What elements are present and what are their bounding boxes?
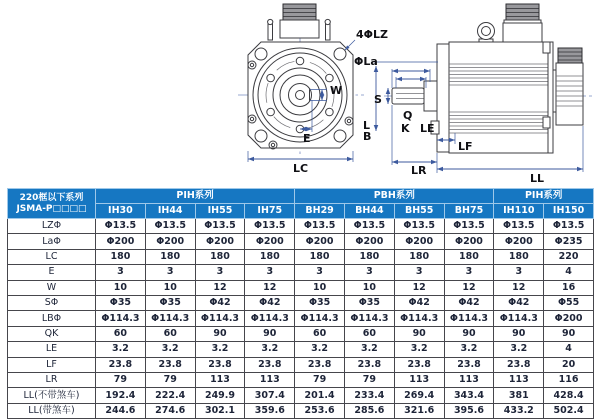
clamp-tab-bottom <box>543 117 550 128</box>
spec-cell: Φ13.5 <box>444 219 494 234</box>
spec-cell: 180 <box>245 249 295 264</box>
column-header-bh55: BH55 <box>394 204 444 219</box>
spec-cell: 180 <box>145 249 195 264</box>
spec-cell: 395.6 <box>444 403 494 418</box>
row-label: E <box>8 265 96 280</box>
mounting-hole <box>334 48 346 60</box>
spec-cell: Φ200 <box>195 234 245 249</box>
spec-cell: Φ13.5 <box>544 219 594 234</box>
spec-cell: Φ13.5 <box>295 219 345 234</box>
table-row <box>8 326 594 341</box>
dim-label-q: Q <box>403 109 413 122</box>
spec-cell: Φ42 <box>195 295 245 310</box>
spec-cell: 253.6 <box>295 403 345 418</box>
mounting-hole <box>334 130 346 142</box>
spec-cell: Φ13.5 <box>96 219 146 234</box>
spec-cell: 180 <box>195 249 245 264</box>
spec-cell: Φ200 <box>245 234 295 249</box>
spec-cell: 307.4 <box>245 388 295 403</box>
dim-label-k: K <box>401 122 410 135</box>
spec-cell: 79 <box>96 372 146 387</box>
row-label: LaΦ <box>8 234 96 249</box>
table-row <box>8 311 594 326</box>
mounting-pin-right <box>325 19 330 40</box>
spec-cell: Φ114.3 <box>145 311 195 326</box>
spec-cell: 3.2 <box>394 342 444 357</box>
dim-label-s: S <box>374 93 382 106</box>
spec-cell: 180 <box>344 249 394 264</box>
column-header-bh29: BH29 <box>295 204 345 219</box>
spec-cell: 321.6 <box>394 403 444 418</box>
table-row <box>8 295 594 310</box>
spec-cell: Φ13.5 <box>394 219 444 234</box>
spec-cell: 20 <box>544 357 594 372</box>
spec-cell: 16 <box>544 280 594 295</box>
spec-cell: 3 <box>145 265 195 280</box>
spec-cell: 90 <box>544 326 594 341</box>
spec-cell: Φ200 <box>444 234 494 249</box>
column-header-bh75: BH75 <box>444 204 494 219</box>
spec-cell: 220 <box>544 249 594 264</box>
spec-cell: Φ114.3 <box>344 311 394 326</box>
spec-cell: 10 <box>145 280 195 295</box>
column-header-ih150: IH150 <box>544 204 594 219</box>
spec-cell: Φ13.5 <box>245 219 295 234</box>
side-flange <box>437 44 449 152</box>
spec-cell: 23.8 <box>494 357 544 372</box>
spec-cell: 3 <box>444 265 494 280</box>
table-row <box>8 372 594 387</box>
spec-cell: Φ200 <box>145 234 195 249</box>
front-connector <box>280 4 319 38</box>
spec-cell: 60 <box>344 326 394 341</box>
dim-label-b: B <box>363 130 372 143</box>
spec-cell: 79 <box>295 372 345 387</box>
dim-label-lf: LF <box>458 140 473 153</box>
table-row <box>8 219 594 234</box>
spec-cell: 113 <box>245 372 295 387</box>
spec-cell: 79 <box>145 372 195 387</box>
group-header-pih: PIH系列 <box>96 189 295 204</box>
clamp-tab-top <box>543 42 550 53</box>
spec-cell: 12 <box>444 280 494 295</box>
dim-label-le: LE <box>420 122 435 135</box>
technical-drawing <box>0 0 600 187</box>
column-header-ih55: IH55 <box>195 204 245 219</box>
spec-cell: 3.2 <box>145 342 195 357</box>
group-header-row <box>8 189 594 204</box>
spec-cell: 285.6 <box>344 403 394 418</box>
dim-label-e: E <box>303 132 311 145</box>
spec-cell: 4 <box>544 265 594 280</box>
spec-cell: 23.8 <box>245 357 295 372</box>
spec-cell: 60 <box>145 326 195 341</box>
spec-cell: 3 <box>245 265 295 280</box>
spec-cell: 60 <box>295 326 345 341</box>
row-label: LE <box>8 342 96 357</box>
dim-label-la: ΦLa <box>354 55 378 68</box>
row-label: LBΦ <box>8 311 96 326</box>
table-row <box>8 249 594 264</box>
spec-cell: 4 <box>544 342 594 357</box>
spec-cell: 3.2 <box>195 342 245 357</box>
table-row <box>8 234 594 249</box>
spec-cell: 3 <box>295 265 345 280</box>
row-label: LZΦ <box>8 219 96 234</box>
spec-cell: Φ35 <box>344 295 394 310</box>
terminal-connector <box>503 4 542 42</box>
spec-cell: 269.4 <box>394 388 444 403</box>
series-header-line2: JSMA-P□□□□ <box>16 203 87 214</box>
spec-cell: Φ200 <box>494 234 544 249</box>
mounting-hole <box>255 48 267 60</box>
dim-label-lc: LC <box>293 162 309 175</box>
row-label: LF <box>8 357 96 372</box>
spec-cell: 12 <box>394 280 444 295</box>
spec-cell: 3.2 <box>344 342 394 357</box>
spec-cell: Φ55 <box>544 295 594 310</box>
spec-cell: 302.1 <box>195 403 245 418</box>
spec-cell: Φ13.5 <box>195 219 245 234</box>
dim-label-w: W <box>330 84 343 97</box>
mounting-hole <box>255 130 267 142</box>
spec-cell: 3.2 <box>444 342 494 357</box>
table-row <box>8 388 594 403</box>
spec-cell: 90 <box>195 326 245 341</box>
spec-cell: 244.6 <box>96 403 146 418</box>
spec-cell: Φ114.3 <box>195 311 245 326</box>
spec-cell: 222.4 <box>145 388 195 403</box>
spec-cell: 12 <box>245 280 295 295</box>
table-row <box>8 342 594 357</box>
spec-cell: 23.8 <box>444 357 494 372</box>
cooling-ribs-top <box>449 64 548 85</box>
spec-cell: 10 <box>295 280 345 295</box>
spec-cell: Φ114.3 <box>96 311 146 326</box>
row-label: LL(不带煞车) <box>8 388 96 403</box>
spec-cell: 116 <box>544 372 594 387</box>
spec-cell: 12 <box>195 280 245 295</box>
spec-cell: 113 <box>494 372 544 387</box>
spec-cell: 90 <box>494 326 544 341</box>
spec-cell: Φ42 <box>494 295 544 310</box>
row-label: SΦ <box>8 295 96 310</box>
spec-cell: 3.2 <box>96 342 146 357</box>
spec-cell: Φ235 <box>544 234 594 249</box>
spec-cell: 23.8 <box>145 357 195 372</box>
spec-cell: Φ114.3 <box>295 311 345 326</box>
spec-cell: 180 <box>444 249 494 264</box>
row-label: QK <box>8 326 96 341</box>
front-view <box>238 4 388 175</box>
spec-cell: Φ42 <box>444 295 494 310</box>
spec-cell: Φ13.5 <box>145 219 195 234</box>
spec-cell: Φ114.3 <box>494 311 544 326</box>
spec-cell: Φ35 <box>145 295 195 310</box>
group-header-pbh: PBH系列 <box>295 189 494 204</box>
spec-cell: Φ42 <box>245 295 295 310</box>
group-header-pih2: PIH系列 <box>494 189 594 204</box>
table-row <box>8 280 594 295</box>
spec-cell: 3 <box>394 265 444 280</box>
spec-cell: 180 <box>295 249 345 264</box>
spec-cell: 23.8 <box>96 357 146 372</box>
column-header-ih44: IH44 <box>145 204 195 219</box>
cooling-ribs-bottom <box>449 112 548 133</box>
dim-label-l: L <box>363 119 371 132</box>
spec-cell: 249.9 <box>195 388 245 403</box>
row-label: W <box>8 280 96 295</box>
row-label: LL(带煞车) <box>8 403 96 418</box>
motor-body <box>449 42 553 153</box>
spec-cell: Φ35 <box>295 295 345 310</box>
spec-cell: 90 <box>394 326 444 341</box>
spec-cell: 201.4 <box>295 388 345 403</box>
spec-cell: 23.8 <box>344 357 394 372</box>
spec-cell: 381 <box>494 388 544 403</box>
spec-cell: 113 <box>394 372 444 387</box>
spec-cell: Φ200 <box>96 234 146 249</box>
spec-cell: 3 <box>344 265 394 280</box>
spec-cell: Φ200 <box>544 311 594 326</box>
spec-cell: 3 <box>494 265 544 280</box>
spec-cell: 10 <box>344 280 394 295</box>
spec-cell: 3.2 <box>295 342 345 357</box>
table-row <box>8 265 594 280</box>
eye-bolt <box>478 23 495 43</box>
spec-cell: 180 <box>96 249 146 264</box>
column-header-ih110: IH110 <box>494 204 544 219</box>
mounting-pin-left <box>268 19 273 40</box>
spec-cell: Φ13.5 <box>494 219 544 234</box>
spec-cell: Φ114.3 <box>245 311 295 326</box>
spec-cell: 23.8 <box>295 357 345 372</box>
encoder-connector <box>553 48 583 125</box>
dim-label-ll: LL <box>530 172 545 185</box>
spec-cell: Φ200 <box>295 234 345 249</box>
spec-cell: Φ13.5 <box>344 219 394 234</box>
spec-cell: 23.8 <box>195 357 245 372</box>
row-label: LR <box>8 372 96 387</box>
spec-cell: 192.4 <box>96 388 146 403</box>
spec-table <box>7 188 594 419</box>
spec-cell: 180 <box>494 249 544 264</box>
spec-cell: Φ200 <box>344 234 394 249</box>
spec-cell: Φ114.3 <box>444 311 494 326</box>
shaft <box>392 88 424 104</box>
spec-cell: 359.6 <box>245 403 295 418</box>
spec-cell: Φ114.3 <box>394 311 444 326</box>
spec-cell: Φ200 <box>394 234 444 249</box>
model-header-row <box>8 204 594 219</box>
column-header-ih30: IH30 <box>96 204 146 219</box>
spec-cell: 60 <box>96 326 146 341</box>
side-view <box>354 4 592 185</box>
dim-label-4lz: 4ΦLZ <box>356 28 388 41</box>
spec-cell: 3 <box>96 265 146 280</box>
spec-cell: 502.4 <box>544 403 594 418</box>
spec-cell: 3.2 <box>245 342 295 357</box>
spec-cell: 23.8 <box>394 357 444 372</box>
spec-cell: 10 <box>96 280 146 295</box>
series-header-line1: 220框以下系列 <box>19 192 84 203</box>
spec-cell: 343.4 <box>444 388 494 403</box>
spec-cell: 3 <box>195 265 245 280</box>
spec-cell: 428.4 <box>544 388 594 403</box>
spec-cell: 3.2 <box>494 342 544 357</box>
spec-cell: 12 <box>494 280 544 295</box>
spec-cell: Φ42 <box>394 295 444 310</box>
series-header <box>8 189 96 219</box>
column-header-ih75: IH75 <box>245 204 295 219</box>
column-header-bh44: BH44 <box>344 204 394 219</box>
spec-cell: 274.6 <box>145 403 195 418</box>
spec-cell: 113 <box>444 372 494 387</box>
spec-cell: 79 <box>344 372 394 387</box>
table-row <box>8 357 594 372</box>
spec-cell: 90 <box>245 326 295 341</box>
spec-cell: 433.2 <box>494 403 544 418</box>
spec-cell: 113 <box>195 372 245 387</box>
spec-cell: 233.4 <box>344 388 394 403</box>
spec-cell: 180 <box>394 249 444 264</box>
spec-cell: 90 <box>444 326 494 341</box>
spec-table-body <box>8 219 594 419</box>
spec-cell: Φ35 <box>96 295 146 310</box>
row-label: LC <box>8 249 96 264</box>
dim-label-lr: LR <box>411 164 427 177</box>
